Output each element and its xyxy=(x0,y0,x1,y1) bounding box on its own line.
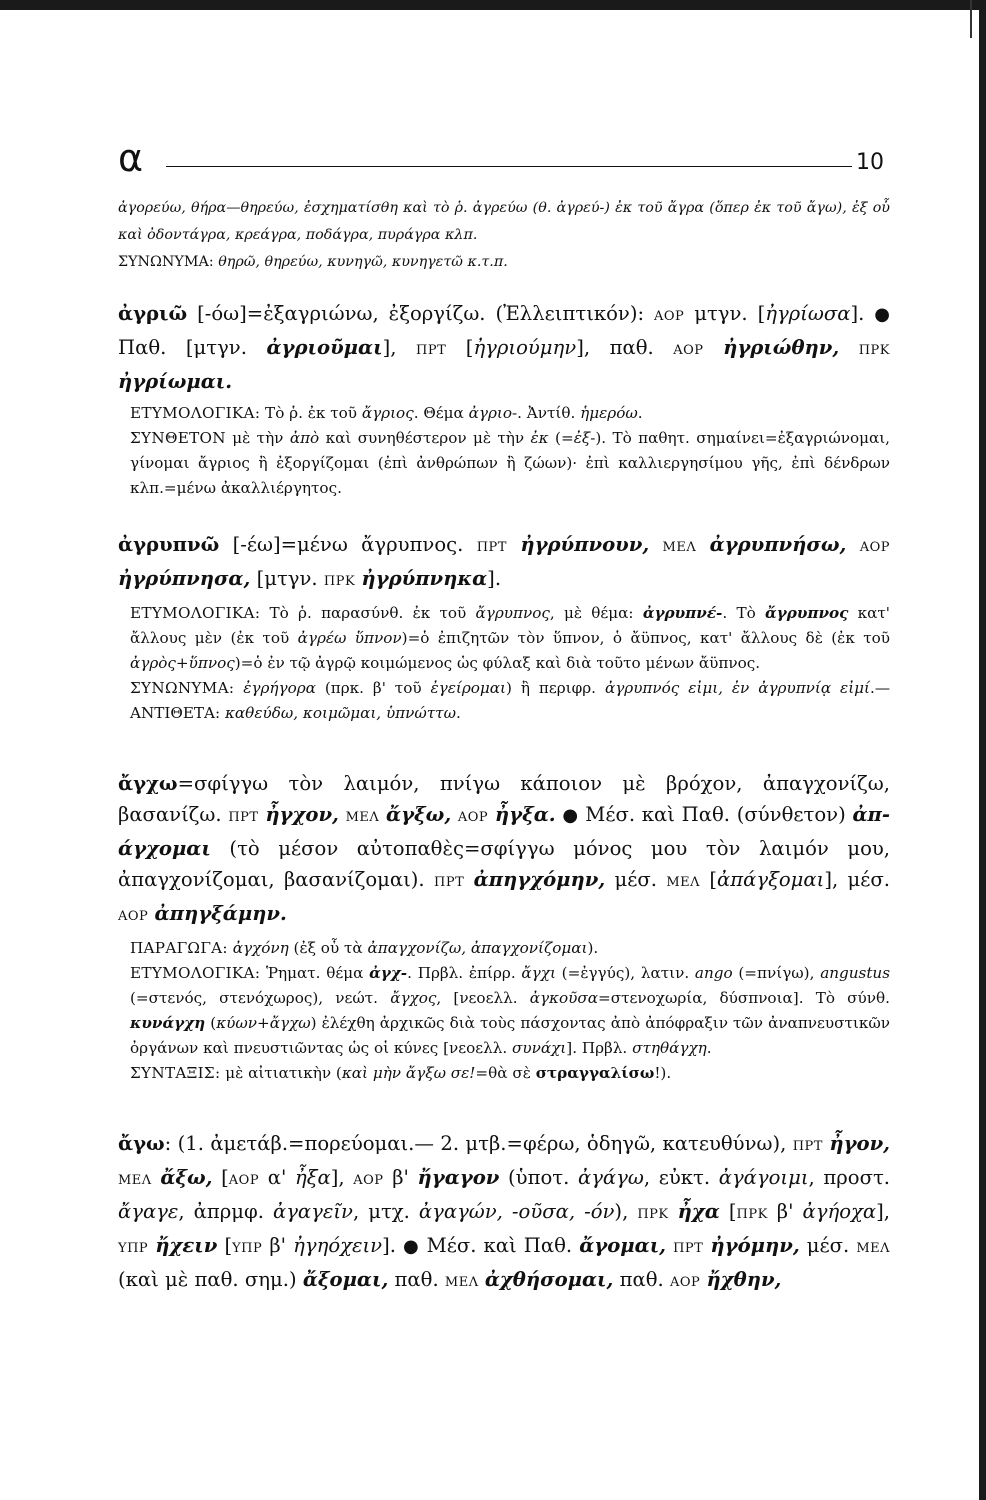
entry-grammar: [-όω]=ἐξαγριώνω, ἐξοργίζω. (Ἐλλειπτικόν): ΑΟΡ μτγν. [ἠγρίωσα]. ● Παθ. [μτγν. ἀγριοῦμαι], ΠΡΤ [ἠγριούμην], παθ. ΑΟΡ ἠγριώθην, ΠΡΚ ἠγρίωμαι. xyxy=(118,302,891,393)
lead-synonyms xyxy=(118,249,890,276)
headword: ἄγω xyxy=(118,1132,165,1155)
page-header xyxy=(118,138,884,178)
scan-right-mark xyxy=(970,0,972,38)
entry-note: ΣΥΝΤΑΞΙΣ: μὲ αἰτιατικὴν (καὶ μὴν ἄγξω σε!=θὰ σὲ στραγγαλίσω!). xyxy=(130,1064,672,1082)
lead-synonyms-text: θηρῶ, θηρεύω, κυνηγῶ, κυνηγετῶ κ.τ.π. xyxy=(218,254,508,270)
entry-note: ΣΥΝΩΝΥΜΑ: ἐγρήγορα (πρκ. β' τοῦ ἐγείρομαι) ἢ περιφρ. ἀγρυπνός εἰμι, ἐν ἀγρυπνίᾳ εἰμί.—ΑΝΤΙΘΕΤΑ: καθεύδω, κοιμῶμαι, ὑπνώττω. xyxy=(130,679,891,722)
headword: ἀγρυπνῶ xyxy=(118,533,220,556)
entry-note: ΕΤΥΜΟΛΟΓΙΚΑ: Ῥηματ. θέμα ἀγχ-. Πρβλ. ἐπίρρ. ἄγχι (=ἐγγύς), λατιν. ango (=πνίγω), angustus (=στενός, στενόχωρος), νεώτ. ἄγχος, [νεοελλ. ἀγκοῦσα=στενοχωρία, δύσπνοια]. Τὸ σύνθ. κυνάγχη (κύων+ἄγχω) ἐλέχθη ἀρχικῶς διὰ τοὺς πάσχοντας ἀπὸ ἀπόφραξιν τῶν ἀναπνευστικῶν ὀργάνων καὶ πνευστιῶντας ὡς οἱ κύνες [νεοελλ. συνάχι]. Πρβλ. στηθάγχη. xyxy=(130,964,890,1057)
entry-note: ΕΤΥΜΟΛΟΓΙΚΑ: Τὸ ῥ. παρασύνθ. ἐκ τοῦ ἄγρυπνος, μὲ θέμα: ἀγρυπνέ-. Τὸ ἄγρυπνος κατ' ἄλλους μὲν (ἐκ τοῦ ἀγρέω ὕπνον)=ὁ ἐπιζητῶν τὸν ὕπνον, ὁ ἄϋπνος, κατ' ἄλλους δὲ (ἐκ τοῦ ἀγρὸς+ὕπνος)=ὁ ἐν τῷ ἀγρῷ κοιμώμενος ὡς φύλαξ καὶ διὰ τοῦτο μένων ἄϋπνος. xyxy=(130,604,890,672)
entry-main xyxy=(118,529,890,597)
section-letter: α xyxy=(118,136,144,180)
lead-text: ἀγορεύω, θήρα—θηρεύω, ἐσχηματίσθη καὶ τὸ ῥ. ἀγρεύω (θ. ἀγρεύ-) ἐκ τοῦ ἄγρα (ὅπερ ἐκ τοῦ ἄγω), ἐξ οὗ καὶ ὀδοντάγρα, κρεάγρα, ποδάγρα, πυράγρα κλπ. xyxy=(118,200,890,243)
scan-top-border xyxy=(0,0,986,10)
entry-note: ΕΤΥΜΟΛΟΓΙΚΑ: Τὸ ῥ. ἐκ τοῦ ἄγριος. Θέμα ἀγριο-. Ἀντίθ. ἡμερόω. xyxy=(130,404,643,422)
dictionary-content xyxy=(118,195,890,1298)
lead-continuation xyxy=(118,195,890,276)
entry-main xyxy=(118,1128,890,1298)
entry-grammar: =σφίγγω τὸν λαιμόν, πνίγω κάποιον μὲ βρόχον, ἀπαγχονίζω, βασανίζω. ΠΡΤ ἦγχον, ΜΕΛ ἄγξω, ΑΟΡ ἦγξα. ● Μέσ. καὶ Παθ. (σύνθετον) ἀπ-άγχομαι (τὸ μέσον αὐτοπαθὲς=σφίγγω μόνος μου τὸν λαιμόν μου, ἀπαγχονίζομαι, βασανίζομαι). ΠΡΤ ἀπηγχόμην, μέσ. ΜΕΛ [ἀπάγξομαι], μέσ. ΑΟΡ ἀπηγξάμην. xyxy=(118,772,891,925)
entry xyxy=(118,298,890,501)
scan-right-border xyxy=(979,0,986,1500)
headword: ἀγριῶ xyxy=(118,302,188,325)
entry xyxy=(118,768,890,1086)
entry-note: ΠΑΡΑΓΩΓΑ: ἀγχόνη (ἐξ οὗ τὰ ἀπαγχονίζω, ἀπαγχονίζομαι). xyxy=(130,939,599,957)
entry-grammar: : (1. ἀμετάβ.=πορεύομαι.— 2. μτβ.=φέρω, ὁδηγῶ, κατευθύνω), ΠΡΤ ἦγον, ΜΕΛ ἄξω, [ΑΟΡ α' ἦξα], ΑΟΡ β' ἤγαγον (ὑποτ. ἀγάγω, εὐκτ. ἀγάγοιμι, προστ. ἄγαγε, ἀπρμφ. ἀγαγεῖν, μτχ. ἀγαγών, -οῦσα, -όν), ΠΡΚ ἦχα [ΠΡΚ β' ἀγήοχα], ΥΠΡ ἤχειν [ΥΠΡ β' ἠγηόχειν]. ● Μέσ. καὶ Παθ. ἄγομαι, ΠΡΤ ἠγόμην, μέσ. ΜΕΛ (καὶ μὲ παθ. σημ.) ἄξομαι, παθ. ΜΕΛ ἀχθήσομαι, παθ. ΑΟΡ ἤχθην, xyxy=(118,1132,891,1291)
entry-grammar: [-έω]=μένω ἄγρυπνος. ΠΡΤ ἠγρύπνουν, ΜΕΛ ἀγρυπνήσω, ΑΟΡ ἠγρύπνησα, [μτγν. ΠΡΚ ἠγρύπνηκα]. xyxy=(118,533,890,590)
headword: ἄγχω xyxy=(118,772,178,795)
entry-note: ΣΥΝΘΕΤΟΝ μὲ τὴν ἀπὸ καὶ συνηθέστερον μὲ τὴν ἐκ (=ἐξ-). Τὸ παθητ. σημαίνει=ἐξαγριώνομαι, γίνομαι ἄγριος ἢ ἐξοργίζομαι (ἐπὶ ἀνθρώπων ἢ ζώων)· ἐπὶ καλλιεργησίμου γῆς, ἐπὶ δένδρων κλπ.=μένω ἀκαλλιέργητος. xyxy=(130,429,890,497)
entry xyxy=(118,529,890,726)
entry-main xyxy=(118,768,890,932)
entry-main xyxy=(118,298,890,397)
header-rule xyxy=(166,166,852,167)
entry xyxy=(118,1128,890,1298)
page-number: 10 xyxy=(856,150,884,175)
lead-synonyms-label: ΣΥΝΩΝΥΜΑ: xyxy=(118,254,214,270)
